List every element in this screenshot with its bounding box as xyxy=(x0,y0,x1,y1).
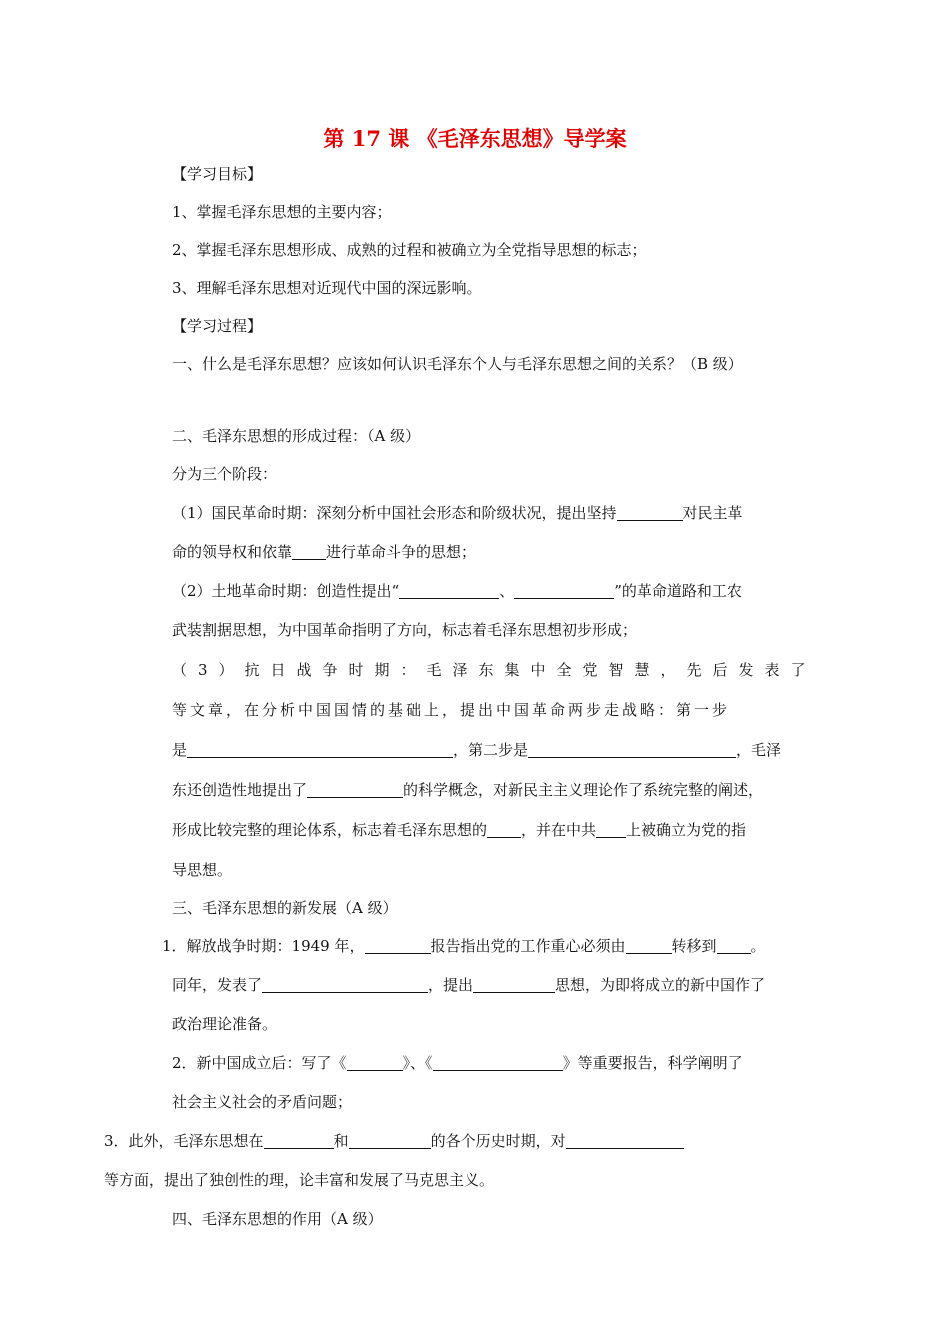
stage-3-line-2: 等文章，在分析中国国情的基础上，提出中国革命两步走战略：第一步 xyxy=(172,701,731,719)
text: 转移到 xyxy=(671,937,717,955)
question-2: 二、毛泽东思想的形成过程：（A 级） xyxy=(172,427,421,445)
development-2-line-2: 社会主义社会的矛盾问题； xyxy=(172,1093,353,1111)
text: ，并在中共 xyxy=(521,821,597,839)
development-1-line-2 xyxy=(172,975,765,995)
text: 进行革命斗争的思想； xyxy=(326,543,477,561)
text: 和 xyxy=(333,1132,349,1150)
stage-3-line-1: （3）抗日战争时期：毛泽东集中全党智慧，先后发表了 xyxy=(172,661,817,679)
text: 思想，为即将成立的新中国作了 xyxy=(555,976,766,994)
fill-blank[interactable] xyxy=(187,741,453,758)
text: 3．此外，毛泽东思想在 xyxy=(104,1132,264,1150)
page-title: 第 17 课 《毛泽东思想》导学案 xyxy=(323,126,627,151)
text: 是 xyxy=(172,741,188,759)
development-2-line-1 xyxy=(172,1053,743,1073)
process-header: 【学习过程】 xyxy=(172,317,263,335)
question-3: 三、毛泽东思想的新发展（A 级） xyxy=(172,899,398,917)
text: 形成比较完整的理论体系，标志着毛泽东思想的 xyxy=(172,821,488,839)
fill-blank[interactable] xyxy=(717,937,751,954)
goal-item-2: 2、掌握毛泽东思想形成、成熟的过程和被确立为全党指导思想的标志； xyxy=(172,241,647,259)
text: ，毛泽 xyxy=(736,741,782,759)
text: 、 xyxy=(499,582,515,600)
fill-blank[interactable] xyxy=(473,976,555,993)
text: 》、《 xyxy=(402,1054,433,1072)
stage-3-line-4 xyxy=(172,780,763,800)
fill-blank[interactable] xyxy=(514,582,614,599)
fill-blank[interactable] xyxy=(264,1132,334,1149)
fill-blank[interactable] xyxy=(596,821,626,838)
fill-blank[interactable] xyxy=(365,937,431,954)
fill-blank[interactable] xyxy=(528,741,736,758)
fill-blank[interactable] xyxy=(487,821,521,838)
fill-blank[interactable] xyxy=(347,1054,403,1071)
stage-3-line-3 xyxy=(172,740,781,760)
fill-blank[interactable] xyxy=(262,976,428,993)
development-3-line-1 xyxy=(104,1131,684,1151)
stage-2-line-2: 武装割据思想，为中国革命指明了方向，标志着毛泽东思想初步形成； xyxy=(172,621,638,639)
development-1-line-1 xyxy=(162,936,766,956)
goal-item-1: 1、掌握毛泽东思想的主要内容； xyxy=(172,203,392,221)
text: （1）国民革命时期：深刻分析中国社会形态和阶级状况，提出坚持 xyxy=(172,504,617,522)
stage-2-line-1 xyxy=(172,581,742,601)
fill-blank[interactable] xyxy=(433,1054,563,1071)
text: 同年，发表了 xyxy=(172,976,263,994)
question-1: 一、什么是毛泽东思想？应该如何认识毛泽东个人与毛泽东思想之间的关系？（B 级） xyxy=(172,355,743,373)
fill-blank[interactable] xyxy=(566,1132,684,1149)
stages-intro: 分为三个阶段： xyxy=(172,465,278,483)
fill-blank[interactable] xyxy=(307,781,403,798)
question-4: 四、毛泽东思想的作用（A 级） xyxy=(172,1210,383,1228)
text: ，第二步是 xyxy=(453,741,529,759)
text: 对民主革 xyxy=(682,504,743,522)
stage-1-line-2 xyxy=(172,542,476,562)
goals-header: 【学习目标】 xyxy=(172,165,263,183)
text: 》等重要报告，科学阐明了 xyxy=(562,1054,743,1072)
fill-blank[interactable] xyxy=(292,543,326,560)
goal-item-3: 3、理解毛泽东思想对近现代中国的深远影响。 xyxy=(172,279,482,297)
fill-blank[interactable] xyxy=(349,1132,431,1149)
text: 1．解放战争时期：1949 年， xyxy=(162,937,365,955)
text: ”的革命道路和工农 xyxy=(614,582,742,600)
fill-blank[interactable] xyxy=(617,504,683,521)
stage-3-line-6: 导思想。 xyxy=(172,861,233,879)
fill-blank[interactable] xyxy=(399,582,499,599)
text: ，提出 xyxy=(428,976,474,994)
development-3-line-2: 等方面，提出了独创性的理，论丰富和发展了马克思主义。 xyxy=(104,1171,495,1189)
text: 报告指出党的工作重心必须由 xyxy=(430,937,626,955)
text: 。 xyxy=(750,937,766,955)
text: （2）土地革命时期：创造性提出“ xyxy=(172,582,400,600)
text: 的科学概念，对新民主主义理论作了系统完整的阐述， xyxy=(403,781,764,799)
stage-3-line-5 xyxy=(172,820,746,840)
fill-blank[interactable] xyxy=(626,937,672,954)
text: 上被确立为党的指 xyxy=(626,821,747,839)
text: 2．新中国成立后：写了《 xyxy=(172,1054,347,1072)
text: 命的领导权和依靠 xyxy=(172,543,293,561)
text: 的各个历史时期，对 xyxy=(430,1132,566,1150)
development-1-line-3: 政治理论准备。 xyxy=(172,1015,278,1033)
stage-1-line-1 xyxy=(172,503,743,523)
text: 东还创造性地提出了 xyxy=(172,781,308,799)
